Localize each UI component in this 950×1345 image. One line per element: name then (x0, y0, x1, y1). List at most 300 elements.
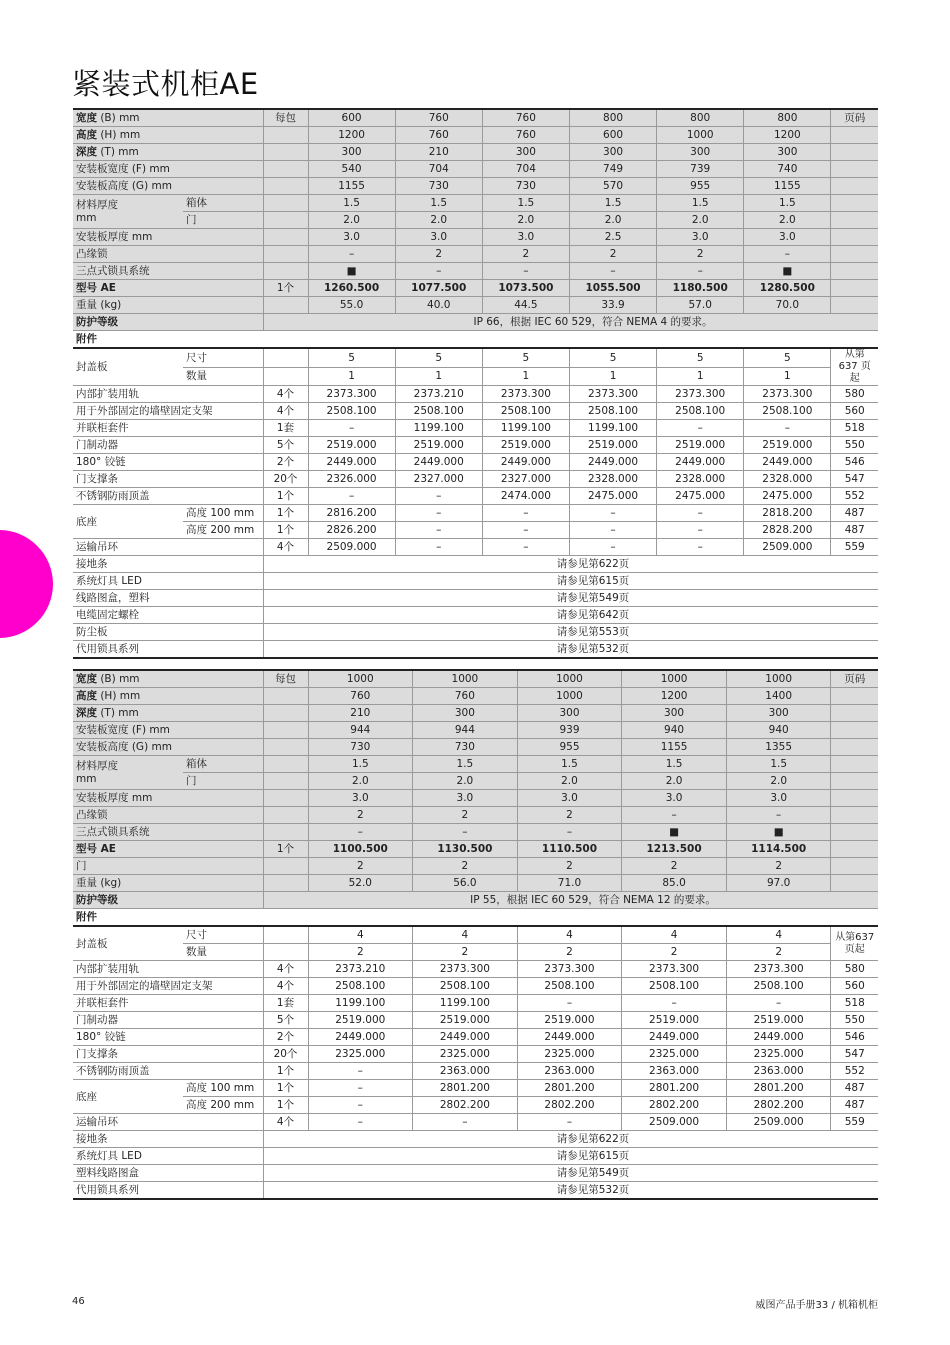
value-cell: 1.5 (308, 195, 395, 212)
value-cell: 2475.000 (657, 488, 744, 505)
see-page-ref: 请参见第549页 (308, 590, 878, 607)
value-cell: 2.0 (622, 773, 727, 790)
mp_thick-label: 安装板厚度 mm (73, 229, 263, 246)
value-cell: 2 (308, 807, 413, 824)
base-pack: 1个 (263, 522, 308, 539)
value-cell: 730 (308, 739, 413, 756)
spec-table-2 (73, 669, 878, 1200)
value-cell: 1199.100 (482, 420, 569, 437)
value-cell: 70.0 (744, 297, 831, 314)
see-label: 电缆固定螺栓 (73, 607, 263, 624)
table-cell (263, 348, 308, 367)
value-cell: 2801.200 (413, 1080, 518, 1097)
value-cell: – (569, 522, 656, 539)
value-cell: 57.0 (657, 297, 744, 314)
cover-size-label: 尺寸 (183, 926, 263, 944)
value-cell: 3.0 (517, 790, 622, 807)
accessory-pack: 4个 (263, 978, 308, 995)
value-cell: 2508.100 (622, 978, 727, 995)
value-cell: 2373.210 (308, 961, 413, 978)
value-cell: 2328.000 (569, 471, 656, 488)
value-cell: 56.0 (413, 875, 518, 892)
table-cell (831, 875, 878, 892)
page-ref: 559 (831, 539, 878, 556)
value-cell: 2373.300 (308, 386, 395, 403)
value-cell: 1.5 (744, 195, 831, 212)
value-cell: – (622, 995, 727, 1012)
see-page-row (73, 1148, 878, 1165)
table-cell (263, 892, 308, 909)
value-cell: 730 (482, 178, 569, 195)
value-cell: 2.0 (657, 212, 744, 229)
table-cell (263, 875, 308, 892)
value-cell: 2519.000 (657, 437, 744, 454)
cover-plate-label: 封盖板 (73, 348, 183, 386)
value-cell: 2325.000 (726, 1046, 831, 1063)
cover-qty-label: 数量 (183, 944, 263, 961)
value-cell: 3.0 (482, 229, 569, 246)
table-cell (263, 367, 308, 385)
table-cell (831, 824, 878, 841)
table-cell (263, 858, 308, 875)
accessory-row (73, 488, 878, 505)
value-cell: 2.0 (395, 212, 482, 229)
value-cell: 1000 (726, 670, 831, 688)
value-cell: 2519.000 (308, 1012, 413, 1029)
value-cell: 2508.100 (308, 978, 413, 995)
value-cell: – (308, 824, 413, 841)
value-cell: – (308, 1114, 413, 1131)
value-cell: 1199.100 (413, 995, 518, 1012)
three_pt-row (73, 263, 878, 280)
cover-qty-label: 数量 (183, 367, 263, 385)
page-ref: 487 (831, 505, 878, 522)
value-cell: 2449.000 (482, 454, 569, 471)
mp_thick-row (73, 790, 878, 807)
model-pack: 1个 (263, 280, 308, 297)
cover-qty-row (73, 367, 878, 385)
value-cell: 2 (726, 858, 831, 875)
value-cell: – (413, 824, 518, 841)
mp_thick-label: 安装板厚度 mm (73, 790, 263, 807)
row-label-bold: 宽度 (76, 112, 97, 124)
mp_widths-label: 安装板宽度 (F) mm (73, 722, 263, 739)
value-cell: – (395, 263, 482, 280)
accessory-pack: 5个 (263, 1012, 308, 1029)
see-page-ref: 请参见第532页 (308, 1182, 878, 1200)
value-cell: 2449.000 (622, 1029, 727, 1046)
page-ref: 546 (831, 454, 878, 471)
value-cell: 2508.100 (569, 403, 656, 420)
value-cell: 2363.000 (517, 1063, 622, 1080)
see-page-ref: 请参见第615页 (308, 1148, 878, 1165)
base-pack: 1个 (263, 505, 308, 522)
value-cell: 2.0 (744, 212, 831, 229)
value-cell: 300 (744, 144, 831, 161)
value-cell: 1155 (622, 739, 727, 756)
value-cell: 2509.000 (622, 1114, 727, 1131)
value-cell: 2519.000 (726, 1012, 831, 1029)
value-cell: 740 (744, 161, 831, 178)
value-cell: 704 (482, 161, 569, 178)
material-thickness-label: 材料厚度 mm (73, 195, 183, 229)
protection-row (73, 314, 878, 331)
value-cell: 939 (517, 722, 622, 739)
value-cell: 1155 (744, 178, 831, 195)
value-cell: 2449.000 (657, 454, 744, 471)
lifting-eye-label: 运输吊环 (73, 539, 263, 556)
value-cell: 2508.100 (413, 978, 518, 995)
page-ref: 487 (831, 1080, 878, 1097)
table-cell (831, 841, 878, 858)
value-cell: 3.0 (413, 790, 518, 807)
see-page-row (73, 1165, 878, 1182)
value-cell: 5 (744, 348, 831, 367)
value-cell: 1355 (726, 739, 831, 756)
accessories-heading: 附件 (73, 909, 878, 927)
page-ref: 550 (831, 437, 878, 454)
value-cell: 2519.000 (395, 437, 482, 454)
model-label: 型号 AE (73, 280, 263, 297)
accessory-row (73, 961, 878, 978)
value-cell: – (395, 522, 482, 539)
accessories-heading: 附件 (73, 331, 878, 349)
value-cell: 5 (657, 348, 744, 367)
value-cell: 600 (569, 127, 656, 144)
value-cell: 2508.100 (657, 403, 744, 420)
accessory-pack: 20个 (263, 1046, 308, 1063)
value-cell: 1280.500 (744, 280, 831, 297)
value-cell: – (482, 539, 569, 556)
page-ref: 487 (831, 522, 878, 539)
value-cell: 4 (726, 926, 831, 944)
value-cell: 1.5 (657, 195, 744, 212)
cam-label: 凸缘锁 (73, 246, 263, 263)
table-cell (263, 161, 308, 178)
table-cell (263, 824, 308, 841)
model-label: 型号 AE (73, 841, 263, 858)
table-cell (263, 624, 308, 641)
table-cell (263, 926, 308, 944)
value-cell: 2801.200 (622, 1080, 727, 1097)
cover-size-label: 尺寸 (183, 348, 263, 367)
material-door-label: 门 (183, 773, 263, 790)
table-cell (263, 590, 308, 607)
value-cell: 2519.000 (569, 437, 656, 454)
value-cell: 2.0 (517, 773, 622, 790)
value-cell: 749 (569, 161, 656, 178)
value-cell: – (744, 420, 831, 437)
see-label: 防尘板 (73, 624, 263, 641)
value-cell: 1 (569, 367, 656, 385)
protection-row (73, 892, 878, 909)
value-cell: 760 (308, 688, 413, 705)
table-cell (263, 144, 308, 161)
value-cell: 1000 (308, 670, 413, 688)
accessory-pack: 20个 (263, 471, 308, 488)
value-cell: 730 (395, 178, 482, 195)
value-cell: – (569, 539, 656, 556)
value-cell: 2373.300 (657, 386, 744, 403)
heights-label: 高度 (H) mm (73, 127, 263, 144)
mp_thick-row (73, 229, 878, 246)
value-cell: 300 (482, 144, 569, 161)
value-cell: 2508.100 (395, 403, 482, 420)
value-cell: 300 (413, 705, 518, 722)
page-ref: 547 (831, 471, 878, 488)
table-cell (831, 807, 878, 824)
value-cell: 2519.000 (482, 437, 569, 454)
value-cell: 2828.200 (744, 522, 831, 539)
page-ref: 518 (831, 995, 878, 1012)
accessory-pack: 4个 (263, 961, 308, 978)
value-cell: 1.5 (517, 756, 622, 773)
value-cell: 739 (657, 161, 744, 178)
weight-row (73, 875, 878, 892)
see-page-ref: 请参见第615页 (308, 573, 878, 590)
value-cell: 1130.500 (413, 841, 518, 858)
see-label: 接地条 (73, 556, 263, 573)
page-ref: 518 (831, 420, 878, 437)
value-cell: 1.5 (395, 195, 482, 212)
value-cell: 2373.300 (413, 961, 518, 978)
value-cell: 760 (482, 127, 569, 144)
value-cell: 704 (395, 161, 482, 178)
see-label: 塑料线路图盒 (73, 1165, 263, 1182)
value-cell: – (308, 1097, 413, 1114)
accessory-pack: 2个 (263, 1029, 308, 1046)
value-cell: 1110.500 (517, 841, 622, 858)
value-cell: 2363.000 (622, 1063, 727, 1080)
mp_widths-row (73, 161, 878, 178)
material-door-row (73, 212, 878, 229)
value-cell: 2 (413, 807, 518, 824)
value-cell: 2802.200 (622, 1097, 727, 1114)
mp_heights-label: 安装板高度 (G) mm (73, 739, 263, 756)
value-cell: 760 (482, 109, 569, 127)
value-cell: 2509.000 (308, 539, 395, 556)
table-cell (831, 178, 878, 195)
value-cell: 1000 (622, 670, 727, 688)
material-body-row (73, 756, 878, 773)
value-cell: 2373.300 (517, 961, 622, 978)
accessory-pack: 1套 (263, 420, 308, 437)
base-height-label: 高度 100 mm (183, 1080, 263, 1097)
value-cell: 2475.000 (569, 488, 656, 505)
value-cell: 2.0 (726, 773, 831, 790)
table-cell (831, 144, 878, 161)
table-cell (263, 607, 308, 624)
value-cell: 2363.000 (726, 1063, 831, 1080)
model-row (73, 841, 878, 858)
value-cell: 2 (517, 807, 622, 824)
value-cell: 1000 (413, 670, 518, 688)
protection-label: 防护等级 (73, 892, 263, 909)
value-cell: 944 (413, 722, 518, 739)
page-ref: 552 (831, 1063, 878, 1080)
accessory-row (73, 1029, 878, 1046)
page-ref: 547 (831, 1046, 878, 1063)
value-cell: 2802.200 (517, 1097, 622, 1114)
cover-size-row (73, 926, 878, 944)
table-cell (263, 1182, 308, 1200)
depths-label: 深度 (T) mm (73, 144, 263, 161)
table-cell (263, 246, 308, 263)
base-height-label: 高度 200 mm (183, 1097, 263, 1114)
table-cell (263, 790, 308, 807)
value-cell: 1100.500 (308, 841, 413, 858)
value-cell: 2801.200 (726, 1080, 831, 1097)
accessory-row (73, 1046, 878, 1063)
row-label-bold: 宽度 (76, 673, 97, 685)
depths-label: 深度 (T) mm (73, 705, 263, 722)
see-page-row (73, 573, 878, 590)
value-cell: – (657, 522, 744, 539)
accessory-label: 内部扩装用轨 (73, 961, 263, 978)
value-cell: 1.5 (726, 756, 831, 773)
table-cell (831, 280, 878, 297)
table-cell (263, 1148, 308, 1165)
value-cell: 940 (622, 722, 727, 739)
table-cell (263, 944, 308, 961)
value-cell: 2 (482, 246, 569, 263)
page-ref: 546 (831, 1029, 878, 1046)
accessory-label: 不锈钢防雨顶盖 (73, 488, 263, 505)
value-cell: 1260.500 (308, 280, 395, 297)
value-cell: 600 (308, 109, 395, 127)
value-cell: 2509.000 (726, 1114, 831, 1131)
value-cell: – (657, 539, 744, 556)
row-label-bold: 深度 (76, 146, 97, 158)
material-door-label: 门 (183, 212, 263, 229)
value-cell: 2 (413, 944, 518, 961)
accessory-row (73, 1012, 878, 1029)
accessory-row (73, 437, 878, 454)
value-cell: 2325.000 (413, 1046, 518, 1063)
page-title: 紧装式机柜AE (72, 67, 259, 101)
cover-page-ref: 从第637 页起 (831, 926, 878, 961)
page-ref: 550 (831, 1012, 878, 1029)
per-pack-header: 每包 (263, 670, 308, 688)
value-cell: 300 (569, 144, 656, 161)
value-cell: 1055.500 (569, 280, 656, 297)
table-cell (263, 229, 308, 246)
cover-page-ref: 从第 637 页起 (831, 348, 878, 386)
value-cell: 1 (744, 367, 831, 385)
accessory-label: 门支撑条 (73, 1046, 263, 1063)
value-cell: 1200 (744, 127, 831, 144)
accessory-label: 用于外部固定的墙壁固定支架 (73, 978, 263, 995)
table-cell (263, 573, 308, 590)
value-cell: 2475.000 (744, 488, 831, 505)
value-cell: 3.0 (308, 790, 413, 807)
value-cell: 760 (395, 127, 482, 144)
value-cell: – (517, 824, 622, 841)
heights-label: 高度 (H) mm (73, 688, 263, 705)
value-cell: 5 (569, 348, 656, 367)
value-cell: 2 (517, 858, 622, 875)
see-page-row (73, 624, 878, 641)
value-cell: 2325.000 (622, 1046, 727, 1063)
value-cell: 760 (413, 688, 518, 705)
value-cell: 2363.000 (413, 1063, 518, 1080)
see-page-row (73, 641, 878, 659)
page-ref: 487 (831, 1097, 878, 1114)
value-cell: 2.0 (308, 773, 413, 790)
accessory-row (73, 420, 878, 437)
page-ref: 560 (831, 403, 878, 420)
value-cell: 570 (569, 178, 656, 195)
width-row (73, 109, 878, 127)
weight-label: 重量 (kg) (73, 297, 263, 314)
table-cell (831, 756, 878, 773)
table-cell (263, 722, 308, 739)
weight-label: 重量 (kg) (73, 875, 263, 892)
value-cell: 300 (657, 144, 744, 161)
value-cell: 2449.000 (395, 454, 482, 471)
model-pack: 1个 (263, 841, 308, 858)
value-cell: 2508.100 (726, 978, 831, 995)
value-cell: – (413, 1114, 518, 1131)
row-label-bold: 深度 (76, 707, 97, 719)
accessory-pack: 5个 (263, 437, 308, 454)
value-cell: 3.0 (726, 790, 831, 807)
door-label: 门 (73, 858, 263, 875)
table-cell (831, 688, 878, 705)
mp_widths-row (73, 722, 878, 739)
table-cell (263, 688, 308, 705)
table-cell (831, 263, 878, 280)
value-cell: 2509.000 (744, 539, 831, 556)
section-tab-marker (0, 530, 53, 638)
value-cell: 1000 (517, 670, 622, 688)
value-cell: 1155 (308, 178, 395, 195)
value-cell: 2.5 (569, 229, 656, 246)
value-cell: 2373.300 (726, 961, 831, 978)
page-ref: 560 (831, 978, 878, 995)
value-cell: ■ (622, 824, 727, 841)
lifting-eye-row (73, 1114, 878, 1131)
value-cell: 2 (569, 246, 656, 263)
three_pt-row (73, 824, 878, 841)
base-pack: 1个 (263, 1097, 308, 1114)
value-cell: – (569, 505, 656, 522)
value-cell: 2449.000 (744, 454, 831, 471)
protection-value: IP 55，根据 IEC 60 529，符合 NEMA 12 的要求。 (308, 892, 878, 909)
value-cell: – (395, 488, 482, 505)
value-cell: 800 (744, 109, 831, 127)
accessory-row (73, 978, 878, 995)
value-cell: 2519.000 (517, 1012, 622, 1029)
table-cell (263, 127, 308, 144)
value-cell: 1.5 (622, 756, 727, 773)
value-cell: 1200 (308, 127, 395, 144)
accessory-label: 不锈钢防雨顶盖 (73, 1063, 263, 1080)
accessory-label: 用于外部固定的墙壁固定支架 (73, 403, 263, 420)
accessory-row (73, 1063, 878, 1080)
page-ref: 580 (831, 386, 878, 403)
value-cell: 2.0 (482, 212, 569, 229)
value-cell: 2519.000 (413, 1012, 518, 1029)
table-cell (263, 773, 308, 790)
table-cell (831, 722, 878, 739)
value-cell: 97.0 (726, 875, 831, 892)
material-door-row (73, 773, 878, 790)
value-cell: – (622, 807, 727, 824)
value-cell: 1114.500 (726, 841, 831, 858)
material-body-label: 箱体 (183, 756, 263, 773)
table-cell (263, 556, 308, 573)
